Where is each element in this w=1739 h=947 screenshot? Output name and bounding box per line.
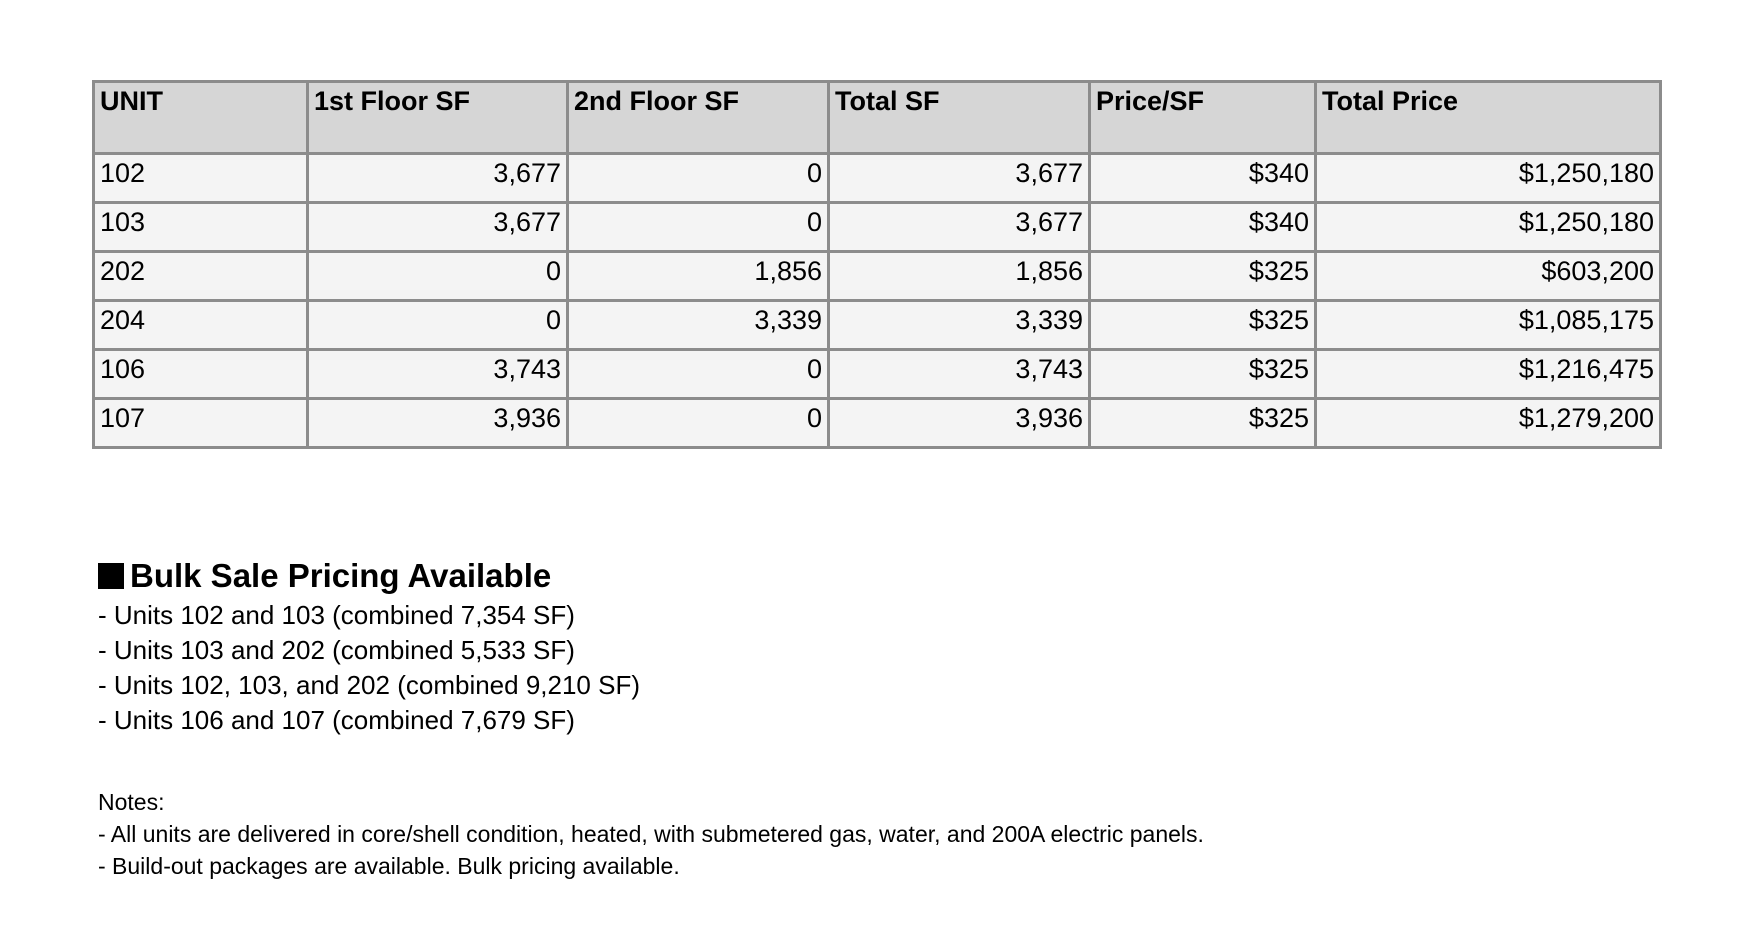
- total-price-cell: $1,250,180: [1316, 154, 1661, 203]
- table-row: [94, 399, 1661, 448]
- total-sf-cell: 3,677: [829, 154, 1090, 203]
- price-per-sf-cell: $340: [1090, 203, 1316, 252]
- second-floor-sf-cell: 0: [568, 399, 829, 448]
- table-row: [94, 350, 1661, 399]
- first-floor-sf-cell: 3,677: [308, 203, 568, 252]
- note-item: - Build-out packages are available. Bulk pricing available.: [98, 853, 680, 879]
- total-sf-cell: 3,743: [829, 350, 1090, 399]
- second-floor-sf-cell: 0: [568, 350, 829, 399]
- first-floor-sf-cell: 3,936: [308, 399, 568, 448]
- total-sf-cell: 3,677: [829, 203, 1090, 252]
- header-first-floor-sf: 1st Floor SF: [308, 82, 568, 154]
- second-floor-sf-cell: 1,856: [568, 252, 829, 301]
- price-per-sf-cell: $325: [1090, 301, 1316, 350]
- table-row: [94, 252, 1661, 301]
- notes-title: Notes:: [98, 789, 165, 815]
- header-unit: UNIT: [94, 82, 308, 154]
- unit-cell: 106: [94, 350, 308, 399]
- table-row: [94, 154, 1661, 203]
- price-per-sf-cell: $325: [1090, 252, 1316, 301]
- note-item: - All units are delivered in core/shell condition, heated, with submetered gas, water, and 200A electric panels.: [98, 821, 1204, 847]
- header-total-price: Total Price: [1316, 82, 1661, 154]
- header-total-sf: Total SF: [829, 82, 1090, 154]
- table-row: [94, 203, 1661, 252]
- second-floor-sf-cell: 0: [568, 203, 829, 252]
- first-floor-sf-cell: 0: [308, 301, 568, 350]
- first-floor-sf-cell: 3,743: [308, 350, 568, 399]
- total-price-cell: $1,250,180: [1316, 203, 1661, 252]
- first-floor-sf-cell: 0: [308, 252, 568, 301]
- total-price-cell: $1,279,200: [1316, 399, 1661, 448]
- square-icon: [98, 563, 124, 589]
- header-second-floor-sf: 2nd Floor SF: [568, 82, 829, 154]
- second-floor-sf-cell: 3,339: [568, 301, 829, 350]
- bulk-sale-heading-text: Bulk Sale Pricing Available: [130, 557, 552, 594]
- price-per-sf-cell: $340: [1090, 154, 1316, 203]
- units-table: [92, 80, 1662, 449]
- price-per-sf-cell: $325: [1090, 350, 1316, 399]
- bulk-item: - Units 103 and 202 (combined 5,533 SF): [98, 635, 575, 665]
- second-floor-sf-cell: 0: [568, 154, 829, 203]
- notes-section: [98, 786, 1204, 882]
- bulk-item: - Units 102, 103, and 202 (combined 9,210 SF): [98, 670, 640, 700]
- total-price-cell: $1,216,475: [1316, 350, 1661, 399]
- first-floor-sf-cell: 3,677: [308, 154, 568, 203]
- unit-cell: 107: [94, 399, 308, 448]
- table-header-row: [94, 82, 1661, 154]
- header-price-per-sf: Price/SF: [1090, 82, 1316, 154]
- unit-cell: 202: [94, 252, 308, 301]
- total-sf-cell: 1,856: [829, 252, 1090, 301]
- unit-cell: 102: [94, 154, 308, 203]
- unit-cell: 204: [94, 301, 308, 350]
- total-price-cell: $1,085,175: [1316, 301, 1661, 350]
- bulk-sale-section: [98, 556, 640, 738]
- total-price-cell: $603,200: [1316, 252, 1661, 301]
- table-row: [94, 301, 1661, 350]
- price-per-sf-cell: $325: [1090, 399, 1316, 448]
- bulk-item: - Units 106 and 107 (combined 7,679 SF): [98, 705, 575, 735]
- bulk-item: - Units 102 and 103 (combined 7,354 SF): [98, 600, 575, 630]
- unit-cell: 103: [94, 203, 308, 252]
- total-sf-cell: 3,936: [829, 399, 1090, 448]
- total-sf-cell: 3,339: [829, 301, 1090, 350]
- bulk-sale-heading: [98, 556, 640, 596]
